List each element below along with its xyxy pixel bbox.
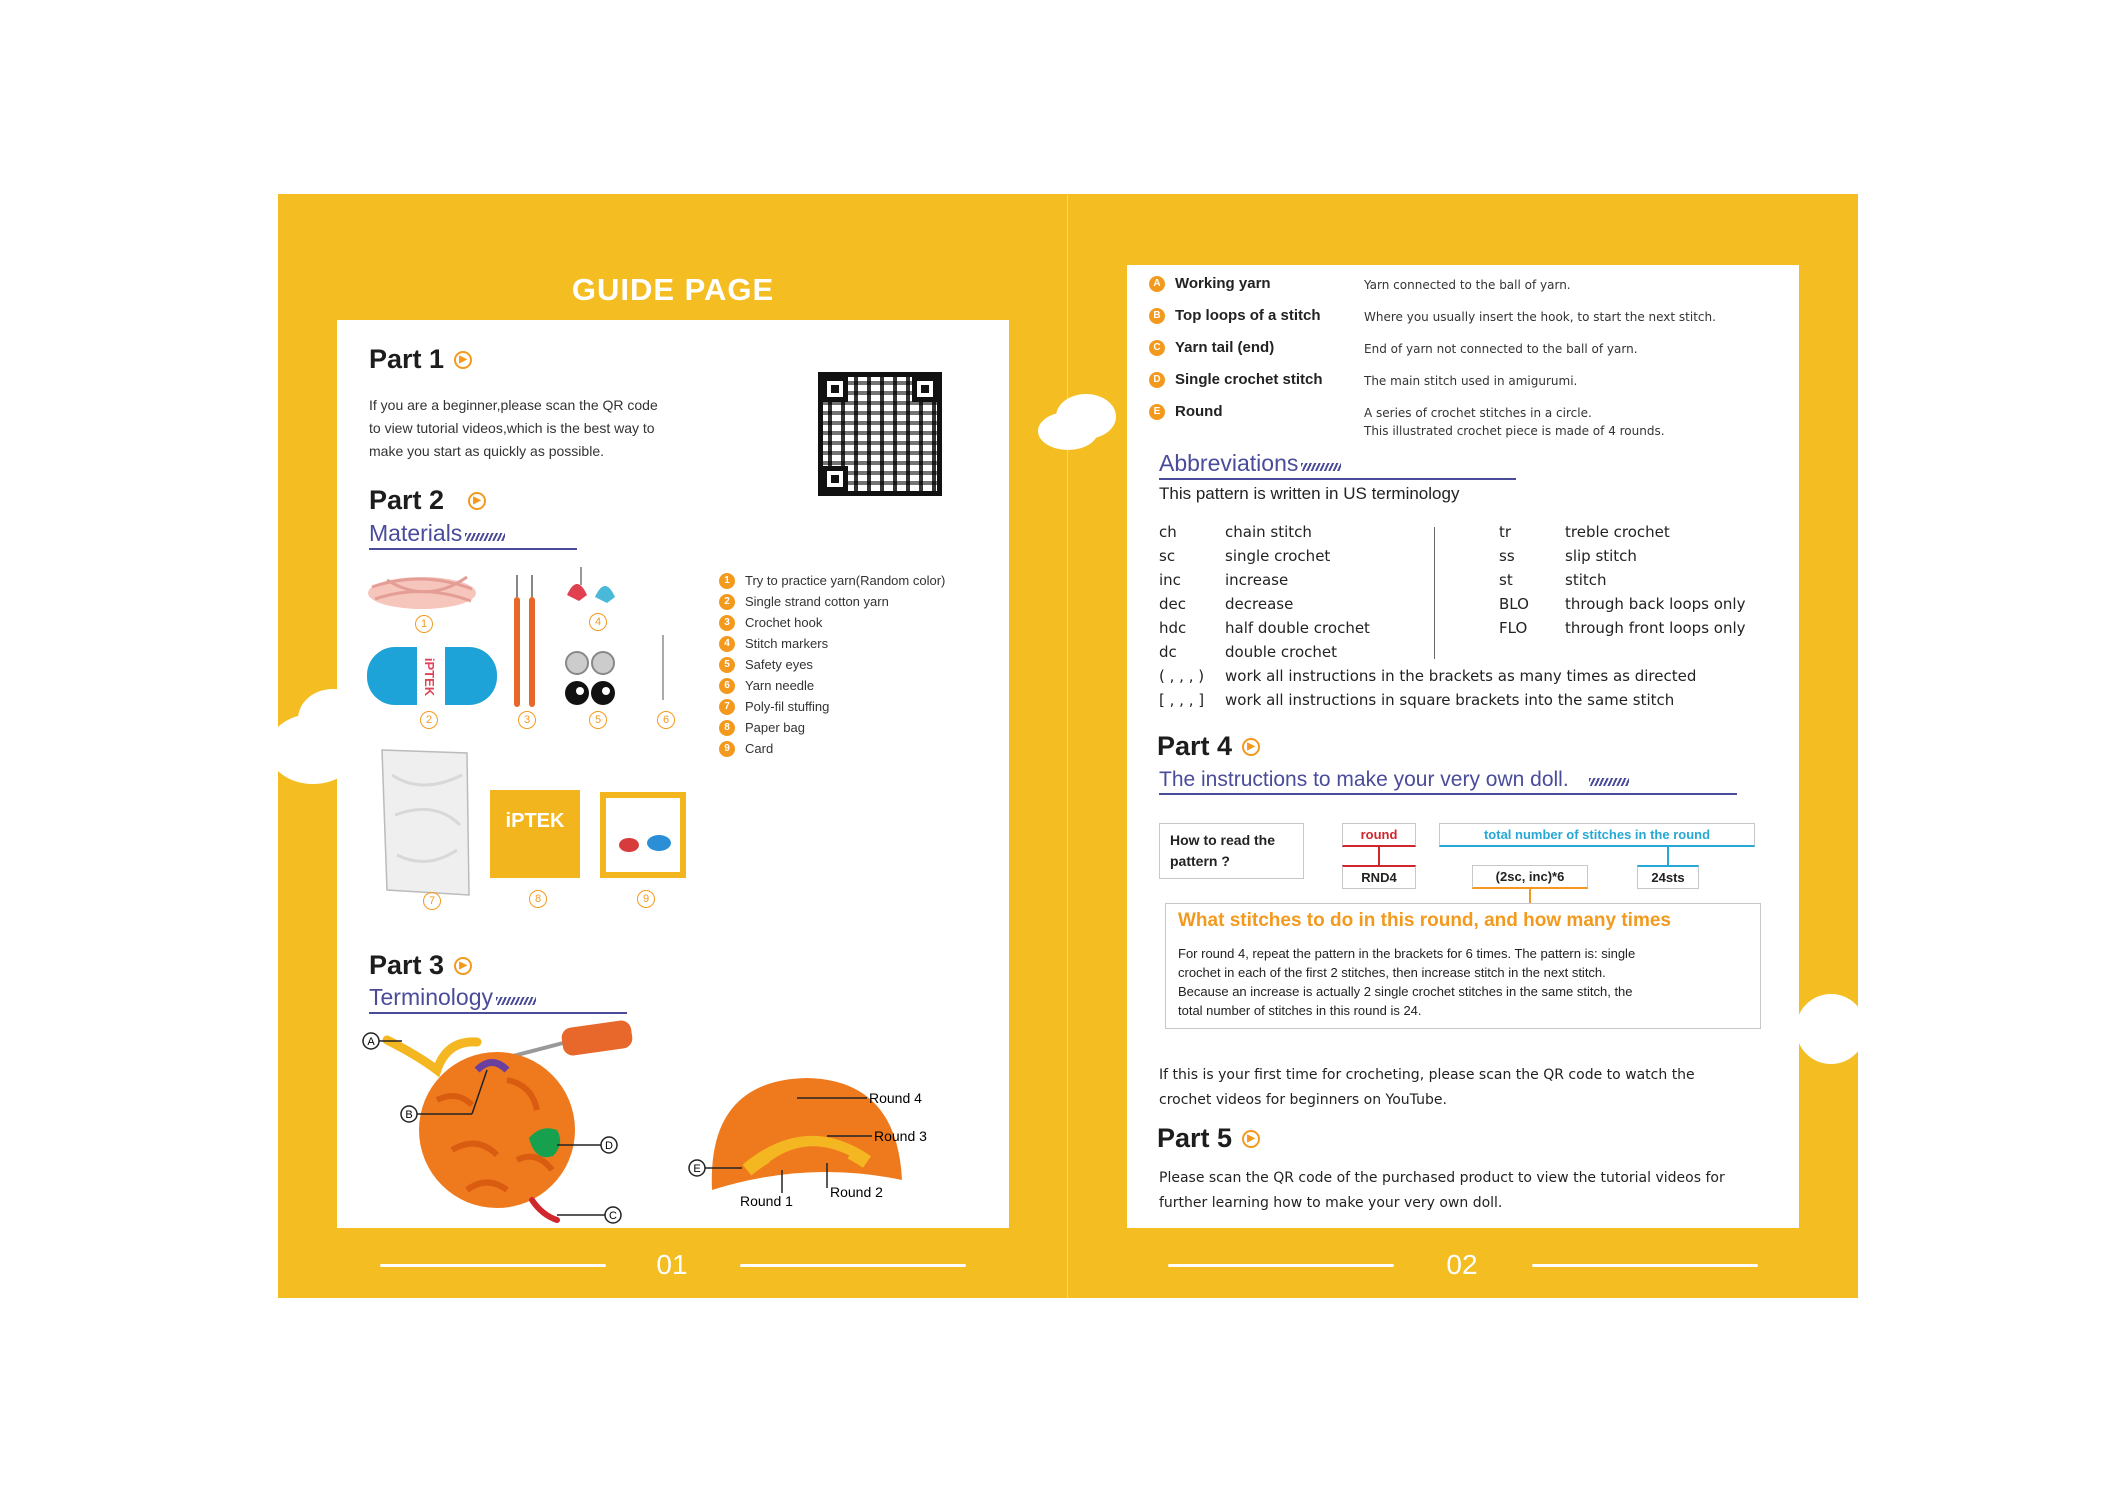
explanation-line: For round 4, repeat the pattern in the brackets for 6 times. The pattern is: single (1178, 946, 1636, 961)
term-desc: The main stitch used in amigurumi. (1364, 374, 1578, 388)
abbr-key: dec (1159, 595, 1186, 613)
abbr-row (1159, 643, 1337, 661)
term-desc: A series of crochet stitches in a circle. (1364, 406, 1592, 420)
practice-yarn-image (368, 577, 476, 609)
abbr-row (1499, 523, 1670, 541)
abbreviations-subheading (1159, 450, 1516, 480)
right-panel (1127, 265, 1799, 1228)
abbr-key: BLO (1499, 595, 1529, 613)
abbr-row (1159, 595, 1293, 613)
page-rule (1532, 1264, 1758, 1267)
part2-heading-text: Part 2 (369, 485, 445, 515)
abbr-key: [ , , , ] (1159, 691, 1205, 709)
abbr-row (1159, 691, 1674, 709)
yarn-brand-label: iPTEK (422, 657, 437, 697)
part3-heading (369, 950, 472, 981)
abbr-key: ss (1499, 547, 1515, 565)
material-item (719, 738, 945, 759)
first-time-line: If this is your first time for crocheting, please scan the QR code to watch the (1159, 1067, 1695, 1083)
abbr-value: decrease (1225, 595, 1294, 613)
image-label: 8 (529, 890, 547, 908)
arrow-circle-icon: ▶ (454, 351, 472, 369)
arrow-circle-icon: ▶ (468, 492, 486, 510)
terminology-subheading-text: Terminology (369, 984, 493, 1010)
how-to-line: pattern ? (1170, 853, 1230, 869)
part2-heading (369, 485, 486, 516)
hatch-decoration (496, 997, 536, 1005)
formula-connector (1529, 889, 1531, 903)
part5-heading (1157, 1123, 1260, 1154)
abbr-value: chain stitch (1225, 523, 1312, 541)
material-item (719, 696, 945, 717)
round-3-label: Round 3 (874, 1128, 927, 1144)
term-letter: D (1149, 372, 1165, 388)
material-label: Safety eyes (745, 657, 813, 672)
formula-value: (2sc, inc)*6 (1472, 865, 1588, 889)
materials-list (719, 570, 945, 759)
arrow-circle-icon: ▶ (454, 957, 472, 975)
term-letter: A (1149, 276, 1165, 292)
abbr-value: increase (1225, 571, 1289, 589)
abbr-value: work all instructions in the brackets as many times as directed (1225, 667, 1697, 685)
term-letter: B (1149, 308, 1165, 324)
material-number: 3 (719, 615, 735, 631)
material-item (719, 654, 945, 675)
callout-d (601, 1137, 617, 1153)
materials-subheading-text: Materials (369, 520, 463, 546)
hatch-decoration (1301, 463, 1341, 471)
explanation-line: total number of stitches in this round is 24. (1178, 1003, 1422, 1018)
part3-heading-text: Part 3 (369, 950, 445, 980)
material-number: 5 (719, 657, 735, 673)
abbr-row (1499, 619, 1746, 637)
part5-line: further learning how to make your very own doll. (1159, 1195, 1503, 1211)
image-label: 9 (637, 890, 655, 908)
abbr-row (1159, 571, 1288, 589)
round-1-label: Round 1 (740, 1193, 793, 1209)
term-name: Yarn tail (end) (1175, 339, 1275, 356)
page-rule (380, 1264, 606, 1267)
term-row (1149, 403, 1789, 447)
rnd-value: RND4 (1342, 865, 1416, 889)
term-name: Working yarn (1175, 275, 1271, 292)
us-terminology-note: This pattern is written in US terminology (1159, 484, 1460, 503)
abbr-key: ( , , , ) (1159, 667, 1205, 685)
callout-a-letter: A (367, 1036, 375, 1048)
part4-heading-text: Part 4 (1157, 731, 1233, 761)
term-desc: Where you usually insert the hook, to start the next stitch. (1364, 310, 1716, 324)
material-label: Single strand cotton yarn (745, 594, 889, 609)
page-rule (740, 1264, 966, 1267)
callout-e (689, 1160, 705, 1176)
explanation-line: crochet in each of the first 2 stitches, then increase stitch in the next stitch. (1178, 965, 1606, 980)
callout-e-letter: E (693, 1163, 701, 1175)
abbr-row (1499, 547, 1637, 565)
part4-heading (1157, 731, 1260, 762)
abbr-key: st (1499, 571, 1513, 589)
material-label: Try to practice yarn(Random color) (745, 573, 946, 588)
abbr-value: treble crochet (1565, 523, 1670, 541)
part1-heading-text: Part 1 (369, 344, 445, 374)
page-number-left: 01 (656, 1249, 688, 1280)
material-item (719, 633, 945, 654)
stitch-markers-image (567, 567, 615, 603)
image-label: 7 (423, 892, 441, 910)
hook-handle (560, 1020, 633, 1057)
material-label: Card (745, 741, 774, 756)
round-connector (1378, 847, 1380, 865)
abbr-value: single crochet (1225, 547, 1331, 565)
term-desc: End of yarn not connected to the ball of yarn. (1364, 342, 1638, 356)
term-name: Single crochet stitch (1175, 371, 1323, 388)
abbr-key: inc (1159, 571, 1181, 589)
how-to-read-box (1159, 823, 1304, 879)
image-label: 4 (589, 613, 607, 631)
abbr-row (1499, 595, 1745, 613)
round-2-label: Round 2 (830, 1184, 883, 1200)
material-number: 8 (719, 720, 735, 736)
safety-eyes-image (565, 652, 615, 705)
part5-heading-text: Part 5 (1157, 1123, 1233, 1153)
part1-heading (369, 344, 472, 375)
instructions-subheading (1159, 768, 1737, 795)
material-label: Stitch markers (745, 636, 829, 651)
terminology-illustration (357, 1020, 1007, 1225)
total-stitches-label: total number of stitches in the round (1439, 823, 1755, 847)
callout-b-letter: B (405, 1109, 413, 1121)
term-row (1149, 307, 1789, 339)
round-4-label: Round 4 (869, 1090, 922, 1106)
part5-body (1159, 1166, 1725, 1216)
part1-body (369, 394, 729, 463)
image-label: 1 (415, 615, 433, 633)
page-rule (1168, 1264, 1394, 1267)
callout-c (605, 1207, 621, 1223)
hatch-decoration (1589, 778, 1629, 786)
callout-c-letter: C (609, 1210, 617, 1222)
hatch-decoration (465, 533, 505, 541)
abbr-value: slip stitch (1565, 547, 1637, 565)
term-row (1149, 275, 1789, 307)
callout-b (401, 1106, 417, 1122)
abbr-key: sc (1159, 547, 1176, 565)
abbr-row (1159, 547, 1330, 565)
abbr-value: through front loops only (1565, 619, 1746, 637)
material-label: Paper bag (745, 720, 805, 735)
explanation-box (1165, 903, 1761, 1029)
abbr-value: stitch (1565, 571, 1607, 589)
image-label: 6 (657, 711, 675, 729)
material-label: Yarn needle (745, 678, 815, 693)
first-time-note (1159, 1063, 1695, 1113)
bag-brand-label: iPTEK (505, 810, 565, 832)
page-number-right: 02 (1446, 1249, 1478, 1280)
round-label: round (1342, 823, 1416, 847)
abbr-row (1159, 667, 1696, 685)
first-time-line: crochet videos for beginners on YouTube. (1159, 1092, 1447, 1108)
abbr-row (1499, 571, 1607, 589)
spine-fold (1067, 194, 1068, 1298)
abbr-row (1159, 523, 1312, 541)
guide-page-title: GUIDE PAGE (571, 272, 775, 307)
part1-line: to view tutorial videos,which is the best way to (369, 420, 655, 436)
abbreviations-subheading-text: Abbreviations (1159, 450, 1299, 476)
material-number: 7 (719, 699, 735, 715)
abbr-divider (1434, 527, 1435, 659)
part5-line: Please scan the QR code of the purchased product to view the tutorial videos for (1159, 1170, 1725, 1186)
term-name: Top loops of a stitch (1175, 307, 1321, 324)
material-item (719, 591, 945, 612)
abbr-key: FLO (1499, 619, 1528, 637)
material-item (719, 570, 945, 591)
abbr-value: double crochet (1225, 643, 1338, 661)
abbr-value: through back loops only (1565, 595, 1746, 613)
material-item (719, 675, 945, 696)
cotton-yarn-image (367, 647, 497, 705)
image-label: 2 (420, 711, 438, 729)
card-image (603, 795, 683, 875)
callout-a (363, 1033, 379, 1049)
qr-finder (822, 466, 848, 492)
material-label: Crochet hook (745, 615, 823, 630)
cloud-right (1796, 994, 1866, 1064)
image-label: 5 (589, 711, 607, 729)
booklet-spread (278, 194, 1858, 1298)
explanation-line: Because an increase is actually 2 single crochet stitches in the same stitch, the (1178, 984, 1633, 999)
abbr-key: dc (1159, 643, 1177, 661)
arrow-circle-icon: ▶ (1242, 738, 1260, 756)
what-stitches-title: What stitches to do in this round, and how many times (1178, 910, 1671, 931)
paper-bag-image (490, 790, 580, 878)
materials-subheading (369, 520, 577, 550)
terminology-subheading (369, 984, 627, 1014)
abbr-row (1159, 619, 1370, 637)
cloud-middle-2 (1038, 412, 1098, 450)
term-name: Round (1175, 403, 1223, 420)
material-number: 9 (719, 741, 735, 757)
qr-finder (822, 376, 848, 402)
yarn-tail (532, 1200, 557, 1220)
qr-code[interactable] (818, 372, 942, 496)
total-connector (1667, 847, 1669, 865)
abbr-value: half double crochet (1225, 619, 1370, 637)
abbr-key: hdc (1159, 619, 1187, 637)
term-row (1149, 371, 1789, 403)
term-letter: E (1149, 404, 1165, 420)
term-row (1149, 339, 1789, 371)
materials-illustration (367, 565, 697, 905)
term-desc: This illustrated crochet piece is made of 4 rounds. (1364, 424, 1665, 438)
stuffing-image (382, 750, 469, 895)
callout-d-letter: D (605, 1140, 613, 1152)
material-label: Poly-fil stuffing (745, 699, 830, 714)
material-number: 6 (719, 678, 735, 694)
crochet-hook-image (514, 575, 535, 707)
left-panel (337, 320, 1009, 1228)
image-label: 3 (518, 711, 536, 729)
material-number: 2 (719, 594, 735, 610)
material-number: 4 (719, 636, 735, 652)
material-number: 1 (719, 573, 735, 589)
material-item (719, 717, 945, 738)
instructions-subheading-text: The instructions to make your very own doll. (1159, 768, 1569, 791)
part1-line: make you start as quickly as possible. (369, 443, 604, 459)
how-to-line: How to read the (1170, 832, 1276, 848)
term-letter: C (1149, 340, 1165, 356)
arrow-circle-icon: ▶ (1242, 1130, 1260, 1148)
part1-line: If you are a beginner,please scan the QR code (369, 397, 658, 413)
material-item (719, 612, 945, 633)
abbr-value: work all instructions in square brackets into the same stitch (1225, 691, 1675, 709)
term-desc: Yarn connected to the ball of yarn. (1364, 278, 1571, 292)
abbr-key: ch (1159, 523, 1177, 541)
abbr-key: tr (1499, 523, 1512, 541)
sts-value: 24sts (1637, 865, 1699, 889)
qr-finder (912, 376, 938, 402)
